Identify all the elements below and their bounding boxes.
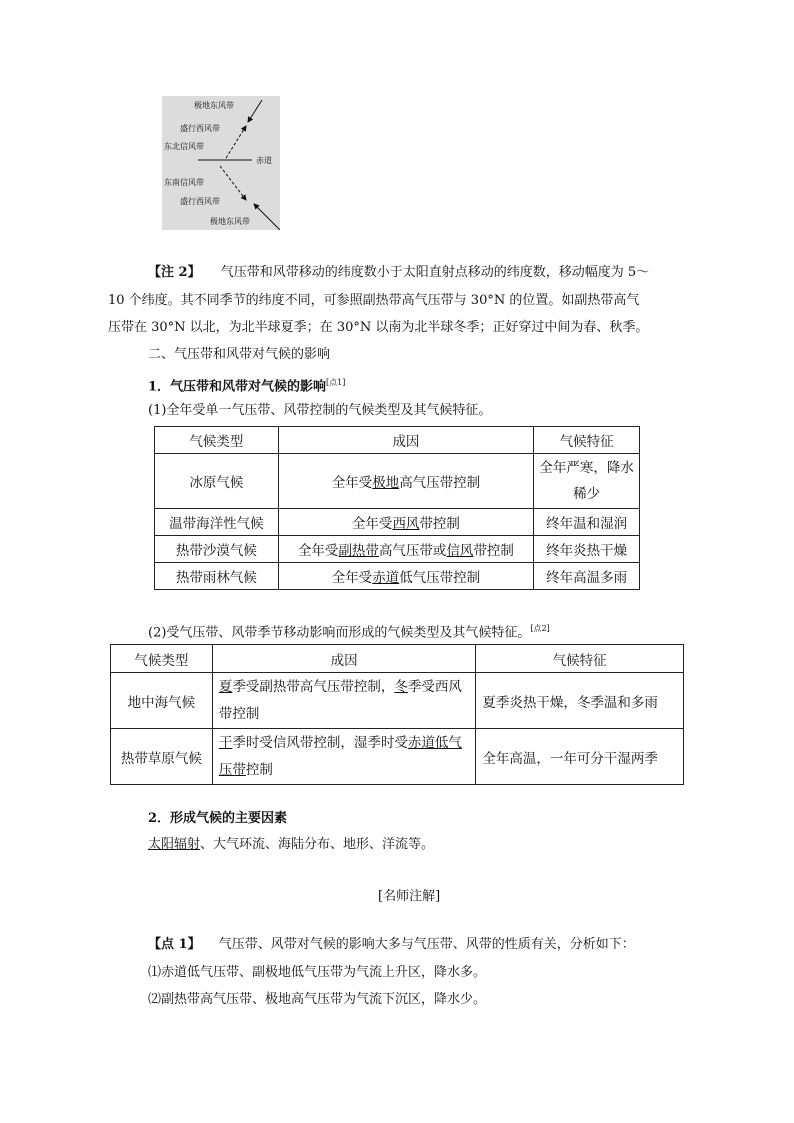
label-westerlies-bottom: 盛行西风带 [180,197,220,206]
point1-line [148,930,688,959]
table2-header-cause: 成因 [212,645,476,673]
cell-type: 热带雨林气候 [155,563,279,590]
cell-cause: 全年受赤道低气压带控制 [278,563,533,590]
label-polar-easterlies-top: 极地东风带 [194,101,234,110]
label-equator: 赤道 [256,156,272,165]
q2-title: (2)受气压带、风带季节移动影响而形成的气候类型及其气候特征。 [148,625,531,641]
note2-tag: 【注 2】 [148,265,201,280]
cell-cause: 干季时受信风带控制，湿季时受赤道低气压带控制 [212,729,476,785]
table2-header [111,645,684,673]
note2-line3: 压带在 30°N 以北，为北半球夏季；在 30°N 以南为北半球冬季；正好穿过中间为春、秋季。 [108,320,649,335]
cell-type: 地中海气候 [111,673,213,729]
sub1-title: 1．气压带和风带对气候的影响 [148,379,327,395]
cell-type: 温带海洋性气候 [155,509,279,536]
teacher-note-title: [名师注解] [378,889,441,904]
label-ne-trade: 东北信风带 [164,142,204,151]
table-row [111,673,684,729]
q1-title: (1)全年受单一气压带、风带控制的气候类型及其气候特征。 [148,403,492,418]
table1 [154,426,640,590]
cell-feature: 终年温和湿润 [534,509,640,536]
label-westerlies-top: 盛行西风带 [180,124,220,133]
table-row [155,509,640,536]
table1-header-feature: 气候特征 [534,427,640,454]
polar-easterly-arrow-top [248,100,262,122]
westerly-arrow-bottom [220,166,246,200]
cell-feature: 终年炎热干燥 [534,536,640,563]
westerly-arrow-top [226,126,246,158]
table-row [155,536,640,563]
note2-text1: 气压带和风带移动的纬度数小于太阳直射点移动的纬度数，移动幅度为 5～ [220,265,650,280]
q2-mark: [点2] [530,624,550,633]
label-se-trade: 东南信风带 [164,178,204,187]
cell-type: 热带草原气候 [111,729,213,785]
table-row [111,729,684,785]
table1-header-type: 气候类型 [155,427,279,454]
point1-tag: 【点 1】 [148,937,201,952]
table-row [155,454,640,509]
cell-feature: 全年高温，一年可分干湿两季 [476,729,684,785]
polar-easterly-arrow-bottom [254,204,280,230]
table-row [155,563,640,590]
cell-cause: 全年受副热带高气压带或信风带控制 [278,536,533,563]
table2 [110,644,684,785]
table2-header-type: 气候类型 [111,645,213,673]
cell-feature: 终年高温多雨 [534,563,640,590]
point1-text: 气压带、风带对气候的影响大多与气压带、风带的性质有关，分析如下： [218,937,635,952]
cell-cause: 全年受极地高气压带控制 [278,454,533,509]
point1-item2: ⑵副热带高气压带、极地高气压带为气流下沉区，降水少。 [148,992,487,1007]
cell-cause: 夏季受副热带高气压带控制，冬季受西风带控制 [212,673,476,729]
cell-feature: 夏季炎热干燥，冬季温和多雨 [476,673,684,729]
table1-header-cause: 成因 [278,427,533,454]
q2-title-wrap [148,614,550,647]
note2-line2: 10 个纬度。其不同季节的纬度不同，可参照副热带高气压带与 30°N 的位置。如副热带高气 [108,293,640,308]
note2-line1 [148,258,688,287]
table2-header-feature: 气候特征 [476,645,684,673]
table1-header [155,427,640,454]
label-polar-easterlies-bottom: 极地东风带 [210,217,250,226]
section2-title: 二、气压带和风带对气候的影响 [148,347,331,362]
cell-type: 热带沙漠气候 [155,536,279,563]
wind-belt-diagram [162,96,280,230]
sub2-text: 太阳辐射、大气环流、海陆分布、地形、洋流等。 [148,837,435,852]
sub1-mark: [点1] [326,378,346,387]
cell-type: 冰原气候 [155,454,279,509]
point1-item1: ⑴赤道低气压带、副极地低气压带为气流上升区，降水多。 [148,965,487,980]
cell-feature: 全年严寒，降水稀少 [534,454,640,509]
cell-cause: 全年受西风带控制 [278,509,533,536]
sub2-title: 2．形成气候的主要因素 [148,811,288,826]
